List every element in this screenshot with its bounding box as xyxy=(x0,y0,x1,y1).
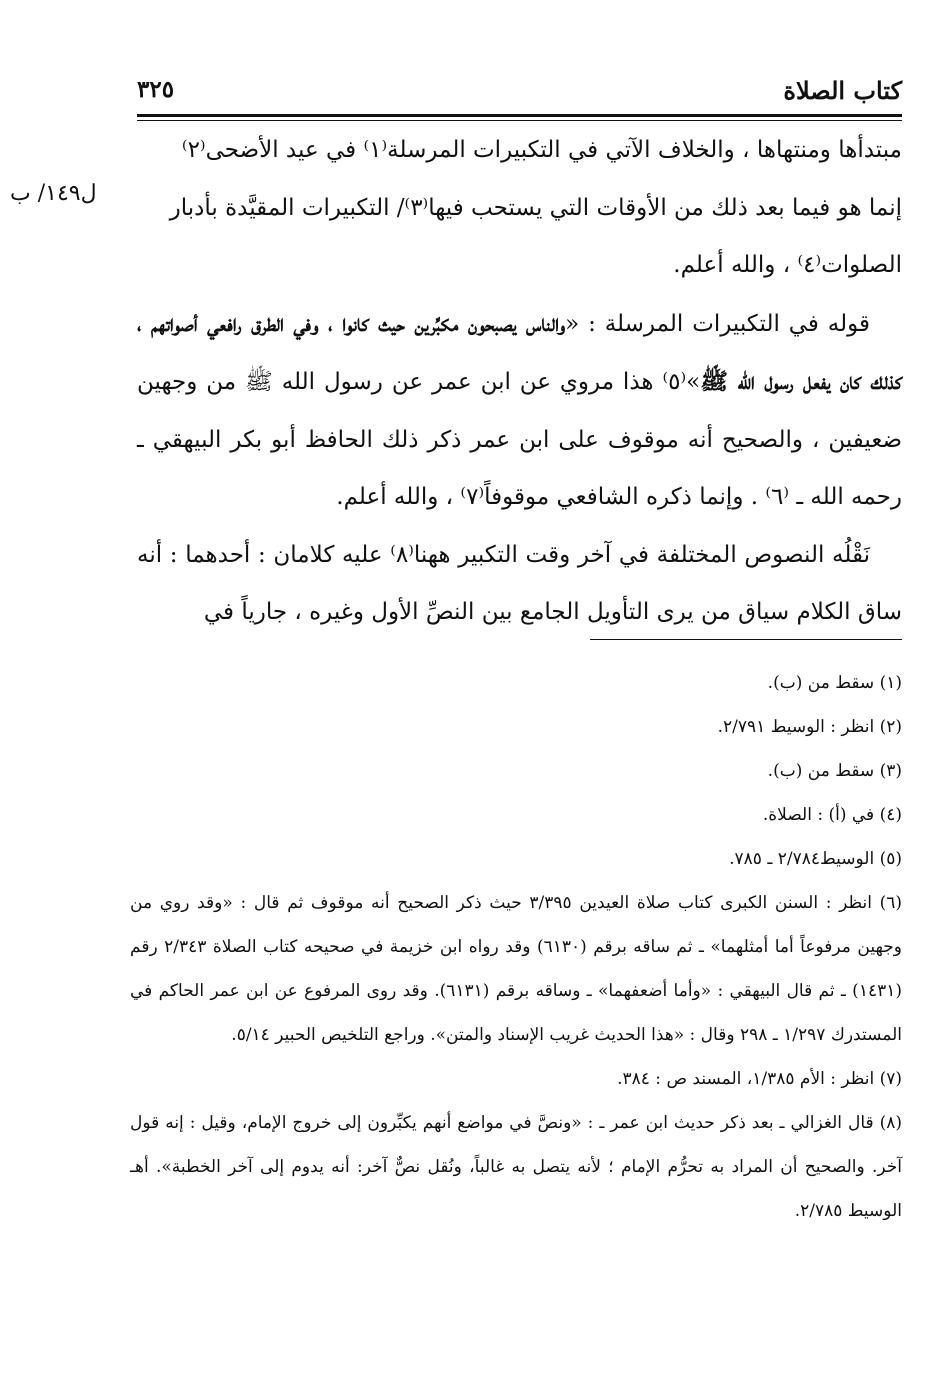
footnote-separator xyxy=(590,639,902,640)
footnote: (٤) في (أ) : الصلاة. xyxy=(762,805,902,825)
paragraph-quote xyxy=(137,295,902,527)
body-line: إنما هو فيما بعد ذلك من الأوقات التي يستحب فيها⁽٣⁾/ التكبيرات المقيَّدة بأدبار xyxy=(169,194,902,221)
footnotes xyxy=(130,661,902,1233)
paragraph-commentary: هذا مروي عن ابن عمر عن رسول الله ﷺ من وجهين ضعيفين ، والصحيح أنه موقوف على ابن عمر ذكر ذلك الحافظ أبو بكر البيهقي ـ رحمه الله ـ ⁽٦⁾ . وإنما ذكره الشافعي موقوفاً⁽٧⁾ ، والله أعلم. xyxy=(137,369,902,510)
body-line: مبتدأها ومنتهاها ، والخلاف الآتي في التكبيرات المرسلة⁽١⁾ في عيد الأضحى⁽٢⁾ xyxy=(181,137,902,163)
footnote: (٨) قال الغزالي ـ بعد ذكر حديث ابن عمر ـ : «ونصَّ في مواضع أنهم يكبِّرون إلى خروج الإمام، وقيل : إنه قول آخر. والصحيح أن المراد به تحرُّم الإمام ؛ لأنه يتصل به غالباً، ونُقل نصٌّ آخر: أنه يدوم إلى آخر الخطبة». أهـ الوسيط ٢/٧٨٥. xyxy=(130,1113,902,1221)
running-header xyxy=(137,76,902,112)
footnote: (١) سقط من (ب). xyxy=(767,673,902,693)
footnote: (٧) انظر : الأم ١/٣٨٥، المسند ص : ٣٨٤. xyxy=(617,1069,902,1089)
footnote: (٦) انظر : السنن الكبرى كتاب صلاة العيدين ٣/٣٩٥ حيث ذكر الصحيح أنه موقوف ثم قال : «وقد روي من وجهين مرفوعاً أما أمثلهما» ـ ثم ساقه برقم (٦١٣٠) وقد رواه ابن خزيمة في صحيحه كتاب الصلاة ٢/٣٤٣ رقم (١٤٣١) ـ ثم قال البيهقي : «وأما أضعفهما» ـ وساقه برقم (٦١٣١). وقد روى المرفوع عن ابن عمر الحاكم في المستدرك ١/٢٩٧ ـ ٢٩٨ وقال : «هذا الحديث غريب الإسناد والمتن». وراجع التلخيص الحبير ٥/١٤. xyxy=(130,893,903,1045)
body-line: الصلوات⁽٤⁾ ، والله أعلم. xyxy=(673,252,902,278)
quote-intro: قوله في التكبيرات المرسلة : « xyxy=(565,310,870,337)
main-text xyxy=(137,122,902,642)
quote-close: »⁽٥⁾ xyxy=(662,369,701,395)
paragraph-transfer: نَقْلُه النصوص المختلفة في آخر وقت التكبير ههنا⁽٨⁾ عليه كلامان : أحدهما : أنه ساق الكلام سياق من يرى التأويل الجامع بين النصِّ الأول وغيره ، جارياً في xyxy=(137,541,902,625)
header-rule-thin xyxy=(137,120,902,121)
footnote: (٣) سقط من (ب). xyxy=(767,761,902,781)
page-number: ٣٢٥ xyxy=(137,76,175,103)
chapter-title: كتاب الصلاة xyxy=(783,76,902,105)
header-rule-thick xyxy=(137,114,902,117)
manuscript-folio-note: ل١٤٩/ ب xyxy=(10,181,97,206)
quoted-text: والناس يصبحون مكبِّرين حيث كانوا ، وفي الطرق رافعي أصواتهم ، كذلك كان يفعل رسول الله ﷺ xyxy=(137,309,902,395)
footnote: (٥) الوسيط٢/٧٨٤ ـ ٧٨٥. xyxy=(729,849,902,869)
footnote: (٢) انظر : الوسيط ٢/٧٩١. xyxy=(717,717,902,737)
